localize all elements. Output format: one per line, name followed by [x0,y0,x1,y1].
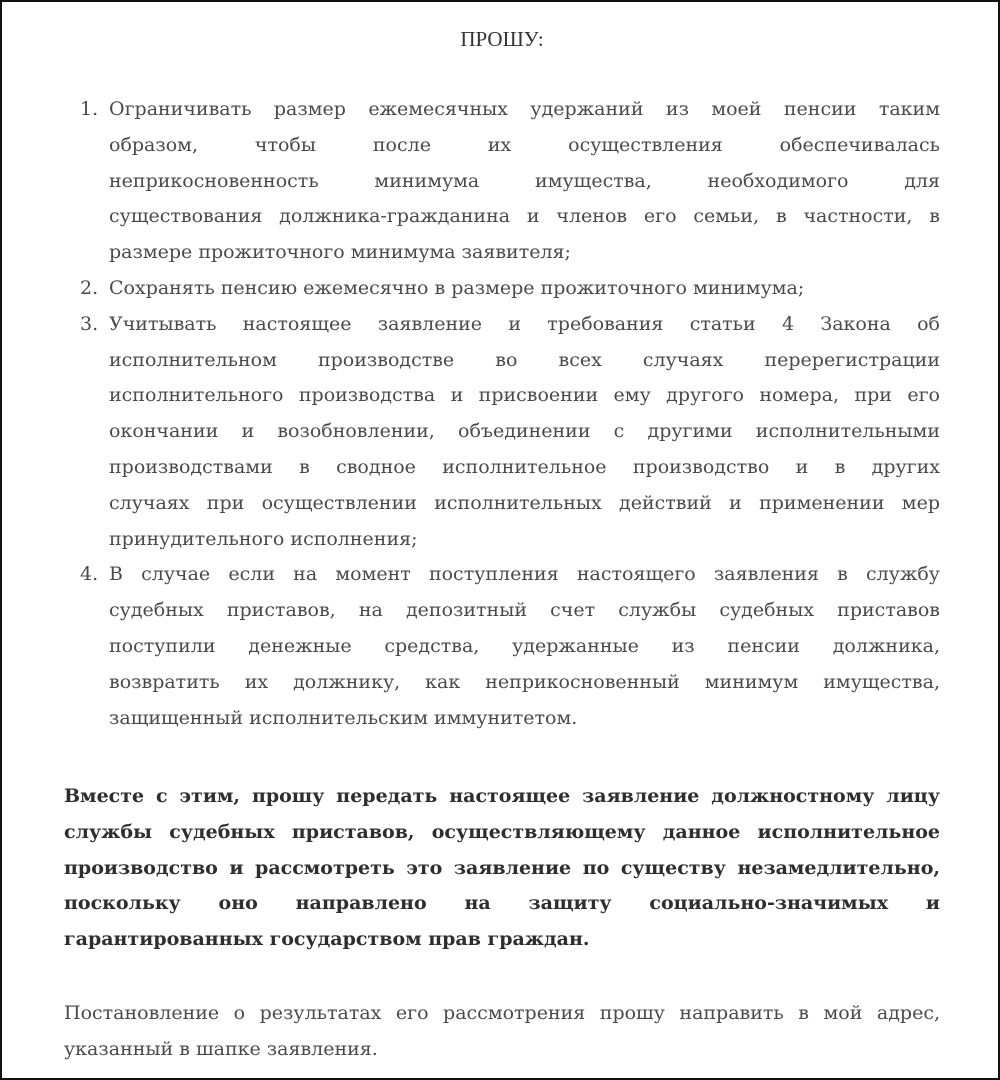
text-line: принудительного исполнения; [109,527,418,550]
list-number: 2. [80,276,99,299]
list-item [64,307,940,558]
text-line: Постановление о результатах его рассмотрения прошу направить в мой адрес, [64,1002,940,1024]
text-line: Учитывать настоящее заявление и требования статьи 4 Закона об [109,312,940,335]
text-line: службы судебных приставов, осуществляющему данное исполнительное [64,820,940,843]
text-line: поступили денежные средства, удержанные из пенсии должника, [109,634,940,657]
text-line: В случае если на момент поступления настоящего заявления в службу [109,563,940,586]
text-line: указанный в шапке заявления. [64,1037,378,1060]
request-list [64,92,940,736]
text-line: неприкосновенность минимума имущества, необходимого для [109,169,940,192]
text-line: производство и рассмотреть это заявление по существу незамедлительно, [64,856,940,879]
text-line: гарантированных государством прав граждан. [64,928,590,951]
final-paragraph [64,996,940,1068]
text-line: исполнительном производстве во всех случаях перерегистрации [109,348,940,371]
text-line: случаях при осуществлении исполнительных действий и применении мер [109,491,940,514]
text-line: существования должника-гражданина и членов его семьи, в частности, в [109,205,940,228]
text-line: исполнительного производства и присвоении ему другого номера, при его [109,384,940,407]
text-line: производствами в сводное исполнительное производство и в других [109,455,940,478]
list-item [64,271,940,307]
text-line: Ограничивать размер ежемесячных удержаний из моей пенсии таким [109,98,940,120]
text-line: возвратить их должнику, как неприкосновенный минимум имущества, [109,670,940,693]
bold-paragraph [64,779,940,958]
text-line: защищенный исполнительским иммунитетом. [109,706,578,729]
text-line: судебных приставов, на депозитный счет службы судебных приставов [109,599,940,622]
text-line: образом, чтобы после их осуществления обеспечивалась [109,133,940,156]
list-item [64,92,940,271]
text-line: Сохранять пенсию ежемесячно в размере прожиточного минимума; [109,276,805,299]
text-line: окончании и возобновлении, объединении с другими исполнительными [109,420,940,443]
heading: ПРОШУ: [460,27,544,51]
text-line: размере прожиточного минимума заявителя; [109,241,571,264]
text-line: Вместе с этим, прошу передать настоящее заявление должностному лицу [64,785,940,807]
list-number: 1. [80,98,99,120]
list-number: 4. [80,563,99,586]
list-number: 3. [80,312,99,335]
text-line: поскольку оно направлено на защиту социально-значимых и [64,892,940,915]
list-item [64,557,940,736]
